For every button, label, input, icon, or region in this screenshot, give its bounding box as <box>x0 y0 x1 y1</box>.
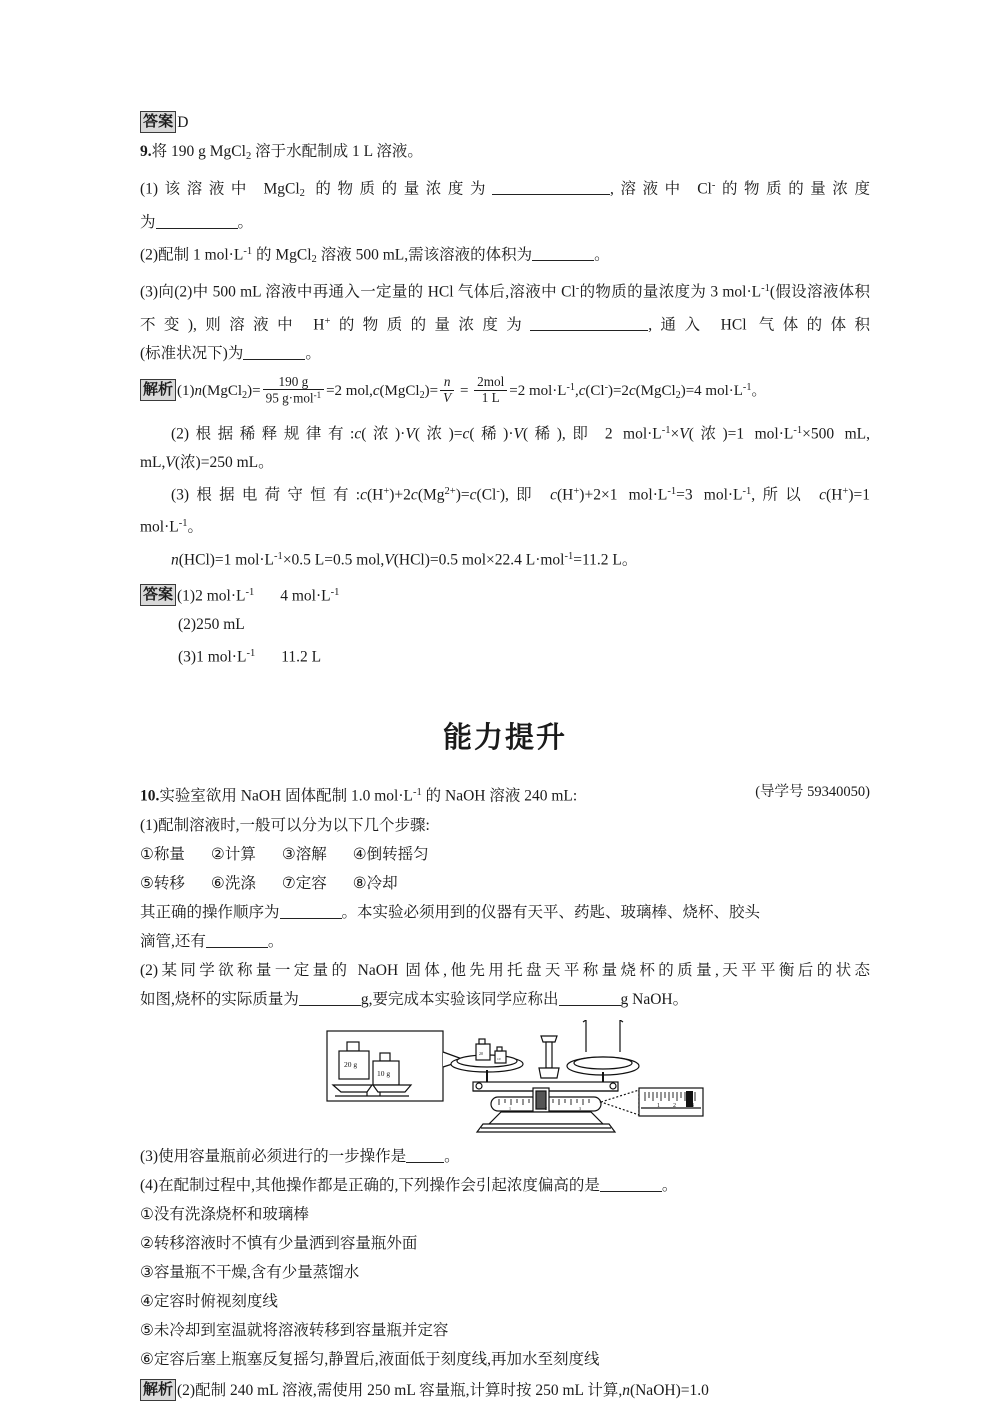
pan-weight-20g-handle <box>479 1039 485 1044</box>
q9-blank-2[interactable] <box>156 228 238 229</box>
callout-tray-right <box>373 1085 411 1092</box>
left-adjust-knob <box>476 1083 482 1089</box>
step-item-7 <box>282 875 327 892</box>
q9-number: 9. <box>140 143 152 160</box>
q9-answer-line1 <box>140 578 870 610</box>
q9-p2-d: 。 <box>594 246 610 264</box>
q9-p3-e: ,通入 HCl 气体的体积 <box>648 315 870 333</box>
beaker-walls <box>586 1020 620 1052</box>
q9-stem-post: 溶于水配制成 1 L 溶液。 <box>251 143 423 160</box>
an1-sup2: - <box>604 381 608 393</box>
frac1-den-sup: -1 <box>313 390 322 401</box>
an1-end: 。 <box>751 382 767 399</box>
an3-c2: c <box>410 486 418 504</box>
q9-stem <box>140 137 870 171</box>
option-label-2: 转移溶液时不慎有少量洒到容量瓶外面 <box>153 1234 418 1252</box>
step-mark-2: ② <box>210 844 225 863</box>
an3-d: (Mg <box>417 486 445 504</box>
an3-sup7: + <box>842 486 849 498</box>
an1-k: )=2 <box>607 382 629 399</box>
an3-sup1: + <box>383 486 390 498</box>
an3-n: 。 <box>187 518 204 536</box>
q9-p2-sub1: 2 <box>311 254 317 266</box>
an4-d: =11.2 L。 <box>573 550 638 568</box>
q9-part1-cont <box>140 208 870 237</box>
svg-text:2: 2 <box>545 1105 547 1111</box>
fraction-n-over-v <box>440 375 454 406</box>
q10-blank-flask-op[interactable] <box>406 1162 444 1163</box>
q9-ans1-b: 4 mol·L <box>280 587 331 605</box>
q9-analysis-line3: (3)根据电荷守恒有$:c(H^+)+2c(Mg^{2+})=c(Cl^-)$,即 c(H+)+2×1 $mol\cdot L^{-1}=3$ $mol\cdot L^{-1}$,所以 c(H+)=1 <box>171 486 870 504</box>
an2-e: (稀)· <box>469 425 514 443</box>
q9-analysis-line2 <box>140 416 870 448</box>
q9-analysis-line3-cont: $mol\cdot L^{-1}$。 <box>140 518 204 536</box>
q10-blank-order[interactable] <box>280 918 342 919</box>
an3-k: ,所以 <box>751 486 820 504</box>
an2-v1: V <box>405 425 415 443</box>
an1-eq: = <box>456 382 473 399</box>
q9-part3 <box>140 274 870 339</box>
an2-g: × <box>670 425 680 443</box>
balance-svg <box>305 1020 705 1138</box>
an2-a: (2)根据稀释规律有: <box>171 425 355 443</box>
balance-stand <box>489 1112 603 1124</box>
option-mark-2: ② <box>140 1233 154 1252</box>
an3-c5: c <box>819 486 827 504</box>
q10-steps-row-1 <box>140 840 870 869</box>
an1-c: )= <box>247 382 261 399</box>
option-label-3: 容量瓶不干燥,含有少量蒸馏水 <box>153 1263 360 1281</box>
q9-p3-sup3: + <box>324 315 331 327</box>
q10-number: 10. <box>140 787 160 805</box>
q10-p2-d: g NaOH。 <box>620 990 689 1008</box>
q9-blank-3[interactable] <box>532 260 594 261</box>
step-mark-7: ⑦ <box>281 873 296 892</box>
an3-sup2: 2+ <box>444 486 456 498</box>
weight-label-10g: 10 g <box>377 1068 391 1078</box>
q9-p3-f: (标准状况下)为 <box>140 344 244 362</box>
q9-p1-c: ,溶液中 Cl <box>610 180 712 198</box>
an1-e: (MgCl <box>379 382 420 399</box>
q10-p4-b: 。 <box>661 1176 678 1194</box>
step-label-4: 倒转摇匀 <box>366 845 429 863</box>
q9-p1-b: 的物质的量浓度为 <box>304 180 493 198</box>
q9-p3-d: 的物质的量浓度为 <box>330 315 531 333</box>
pan-weight-10g-handle <box>497 1047 502 1051</box>
option-mark-5: ⑤ <box>140 1320 154 1339</box>
option-label-6: 定容后塞上瓶塞反复摇匀,静置后,液面低于刻度线,再加水至刻度线 <box>153 1350 600 1368</box>
option-mark-4: ④ <box>140 1291 154 1310</box>
step-item-3 <box>282 846 327 863</box>
q9-part1 <box>140 171 870 208</box>
q10-p1t-b: 。本实验必须用到的仪器有天平、药匙、玻璃棒、烧杯、胶头 <box>341 903 761 921</box>
q10-p2-b: 如图,烧杯的实际质量为 <box>140 990 299 1008</box>
q9-ans1-sup2: -1 <box>330 586 340 598</box>
svg-text:3: 3 <box>579 1105 581 1111</box>
q10-an-a: (2)配制 240 mL 溶液,需使用 250 mL 容量瓶,计算时按 250 mL 计算, <box>177 1381 623 1399</box>
q10-blank-naoh-mass[interactable] <box>559 1005 621 1006</box>
q10-p1t-a: 其正确的操作顺序为 <box>140 903 280 921</box>
option-mark-6: ⑥ <box>140 1349 154 1368</box>
an2-c2: c <box>462 425 470 443</box>
option-label-1: 没有洗涤烧杯和玻璃棒 <box>153 1205 309 1223</box>
step-label-2: 计算 <box>224 845 256 863</box>
an1-g: =2 mol·L <box>509 382 567 399</box>
q9-p3-sup2: -1 <box>761 283 770 295</box>
option-mark-1: ① <box>140 1204 154 1223</box>
scale-tick-1: 1 <box>657 1102 660 1109</box>
q10-p2-a: (2)某同学欲称量一定量的 NaOH 固体,他先用托盘天平称量烧杯的质量,天平平衡后的状态 <box>140 961 870 979</box>
an1-b: (MgCl <box>202 382 243 399</box>
q9-ans1-a: (1)2 mol·L <box>177 587 246 605</box>
an2-v3: V <box>679 425 689 443</box>
fraction-2mol-over-1l <box>474 375 507 406</box>
q10-p4-a: (4)在配制过程中,其他操作都是正确的,下列操作会引起浓度偏高的是 <box>140 1176 600 1194</box>
q9-p3-g: 。 <box>305 344 321 362</box>
q9-analysis-line2-cont: mL,V(浓)=250 mL。 <box>140 454 274 472</box>
q10-analysis <box>140 1376 870 1405</box>
right-pan-inner <box>574 1057 632 1069</box>
q10-an-b: (NaOH)=1.0 <box>629 1381 709 1399</box>
frac1-den-text: 95 g·mol <box>265 390 314 406</box>
q10-part2-cont <box>140 985 870 1014</box>
q9-blank-1[interactable] <box>492 194 610 195</box>
q10-option-6 <box>140 1345 870 1374</box>
option-label-4: 定容时俯视刻度线 <box>153 1292 278 1310</box>
q10-p1t-d: 。 <box>267 932 284 950</box>
frac2-denominator: V <box>440 390 454 406</box>
an3-sup8: -1 <box>178 518 188 530</box>
an3-sup6: -1 <box>742 486 752 498</box>
q10-option-5 <box>140 1316 870 1345</box>
step-mark-5: ⑤ <box>140 873 154 892</box>
weight-label-20g: 20 g <box>344 1059 358 1069</box>
an3-j: =3 mol·L <box>676 486 743 504</box>
answer-tag-q9: 答案 <box>140 584 176 606</box>
analysis-tag-q10: 解析 <box>140 1379 176 1401</box>
an1-m: (MgCl <box>635 382 676 399</box>
q9-blank-5[interactable] <box>243 359 305 360</box>
an3-c4: c <box>550 486 557 504</box>
an1-d: =2 mol, <box>326 382 373 399</box>
an1-j: (Cl <box>585 382 605 399</box>
an1-sup3: -1 <box>742 381 752 393</box>
an1-i: c <box>578 382 586 399</box>
an2-sup1: -1 <box>661 424 671 436</box>
an2-i: ×500 mL, <box>802 425 870 443</box>
an1-h: , <box>574 382 579 399</box>
q9-p2-a: (2)配制 1 mol·L <box>140 246 244 264</box>
q9-stem-pre: 将 190 g MgCl <box>151 143 246 160</box>
q9-p3-c: (假设溶液体积不变),则溶液中 H <box>140 283 870 333</box>
pan-weight-label-10: 10 <box>497 1056 501 1061</box>
analysis-tag: 解析 <box>140 379 176 401</box>
an3-l: (H <box>826 486 843 504</box>
an3-g: ),即 <box>499 486 551 504</box>
callout-tray-left <box>333 1085 372 1092</box>
step-label-8: 冷却 <box>366 874 398 892</box>
an3-e: )= <box>455 486 470 504</box>
an2-sup2: -1 <box>793 424 803 436</box>
option-mark-3: ③ <box>140 1262 154 1281</box>
beaker-spout <box>583 1020 623 1022</box>
an3-a: (3)根据电荷守恒有: <box>171 486 361 504</box>
q10-steps-row-2 <box>140 869 870 898</box>
q9-p1-a: (1)该溶液中 MgCl <box>140 180 300 198</box>
q10-stem-a: 实验室欲用 NaOH 固体配制 1.0 mol·L <box>159 787 413 805</box>
frac2-numerator: n <box>443 374 451 390</box>
q10-part1-tail2 <box>140 927 870 956</box>
an2-b: (浓)· <box>361 425 406 443</box>
an1-n2: )=4 mol·L <box>680 382 743 399</box>
q9-ans3-a: (3)1 mol·L <box>178 648 247 666</box>
step-item-1 <box>140 846 185 863</box>
q9-p1-f: 。 <box>237 214 254 232</box>
q10-option-1 <box>140 1200 870 1229</box>
an3-sup4: + <box>573 486 580 498</box>
q9-part2 <box>140 237 870 274</box>
q9-answer-line2 <box>140 610 870 639</box>
q9-p1-sub1: 2 <box>299 188 305 200</box>
an3-sup3: - <box>496 486 500 498</box>
an2-j: (浓)=250 mL。 <box>174 454 274 472</box>
an1-sub1: 2 <box>242 389 248 401</box>
q9-p3-sup1: - <box>575 283 580 295</box>
an1-f: )= <box>424 382 439 399</box>
q9-analysis-line4 <box>140 542 870 574</box>
q10-part2 <box>140 956 870 985</box>
q10-p3-b: 。 <box>444 1147 460 1165</box>
scale-tick-2: 2 <box>673 1102 676 1109</box>
q9-p3-a: (3)向(2)中 500 mL 溶液中再通入一定量的 HCl 气体后,溶液中 Cl <box>140 283 576 301</box>
scale-callout-pointer <box>601 1090 639 1115</box>
q10-an-n: n <box>622 1381 630 1399</box>
an1-n-sym: n <box>194 382 203 399</box>
step-mark-4: ④ <box>352 844 367 863</box>
q9-part3-cont <box>140 339 870 368</box>
q9-analysis-line1 <box>140 368 870 416</box>
q9-stem-sub: 2 <box>245 150 252 162</box>
frac1-numerator: 190 g <box>278 373 309 389</box>
q10-p2-c: g,要完成本实验该同学应称出 <box>360 990 559 1008</box>
step-item-8 <box>353 875 398 892</box>
right-adjust-knob <box>610 1083 616 1089</box>
q10-option-4 <box>140 1287 870 1316</box>
q10-part1: (1)配制溶液时,一般可以分为以下几个步骤: <box>140 816 430 834</box>
an2-v4: V <box>165 454 175 472</box>
an1-sub3: 2 <box>675 389 681 401</box>
column-base <box>539 1068 559 1078</box>
an2-c1: c <box>354 425 362 443</box>
an4-sup2: -1 <box>564 550 574 562</box>
weight-20g-handle <box>347 1042 359 1051</box>
q10-part4 <box>140 1171 870 1200</box>
an4-n: n <box>171 550 179 568</box>
an1-sub2: 2 <box>419 389 425 401</box>
balance-column <box>546 1042 552 1068</box>
an1-a: (1) <box>177 382 195 399</box>
q9-ans2: (2)250 mL <box>178 616 245 634</box>
an4-c: (HCl)=0.5 mol×22.4 L·mol <box>393 550 565 568</box>
step-label-1: 称量 <box>153 845 185 863</box>
section-heading-ability: 能力提升 <box>442 720 567 755</box>
q10-blank-high-conc[interactable] <box>600 1191 662 1192</box>
an3-h: (H <box>556 486 574 504</box>
step-item-2 <box>211 846 256 863</box>
q9-p1-e: 为 <box>140 214 156 232</box>
svg-text:1: 1 <box>509 1105 511 1111</box>
step-label-7: 定容 <box>295 874 327 892</box>
step-label-6: 洗涤 <box>224 874 256 892</box>
weight-10g-handle <box>380 1053 390 1061</box>
q8-answer-line <box>140 108 870 137</box>
answer-tag: 答案 <box>140 111 176 133</box>
q9-answer-line3 <box>140 639 870 671</box>
q9-p2-sup1: -1 <box>243 246 253 258</box>
an4-b: ×0.5 L=0.5 mol, <box>282 550 385 568</box>
an1-sup1: -1 <box>566 381 575 393</box>
q10-stem-b: 的 NaOH 溶液 240 mL: <box>421 787 578 805</box>
an2-f: (稀),即 2 mol·L <box>522 425 662 443</box>
q10-part1-tail <box>140 898 870 927</box>
q9-ans3-b: 11.2 L <box>281 648 322 666</box>
an3-sup5: -1 <box>667 486 677 498</box>
step-label-3: 溶解 <box>295 845 327 863</box>
q9-p1-d: 的物质的量浓度 <box>715 180 870 198</box>
an3-c: )+2 <box>389 486 411 504</box>
an1-c2: c <box>372 382 380 399</box>
step-item-4 <box>353 846 429 863</box>
an4-v: V <box>384 550 394 568</box>
step-mark-6: ⑥ <box>210 873 225 892</box>
q10-part3 <box>140 1142 870 1171</box>
tray-balance-figure <box>140 1020 870 1138</box>
step-mark-3: ③ <box>281 844 296 863</box>
an3-f: (Cl <box>476 486 497 504</box>
q10-p1t-c: 滴管,还有 <box>140 932 206 950</box>
q9-blank-4[interactable] <box>530 330 648 331</box>
q10-stem <box>140 778 870 810</box>
an2-h: (浓)=1 mol·L <box>688 425 794 443</box>
an3-c1: c <box>360 486 367 504</box>
q9-p2-b: 的 MgCl <box>252 246 312 264</box>
q10-option-2 <box>140 1229 870 1258</box>
an3-b: (H <box>366 486 384 504</box>
q10-blank-instrument[interactable] <box>206 947 268 948</box>
step-item-5 <box>140 875 185 892</box>
an1-l: c <box>628 382 636 399</box>
scale-tick-3: 3 <box>691 1102 694 1109</box>
balance-knob <box>541 1036 557 1042</box>
step-label-5: 转移 <box>153 874 185 892</box>
q10-ref-code: (导学号 59340050) <box>755 784 870 801</box>
option-label-5: 未冷却到室温就将溶液转移到容量瓶并定容 <box>153 1321 449 1339</box>
frac1-denominator <box>263 389 324 406</box>
q10-option-3 <box>140 1258 870 1287</box>
q10-blank-beaker-mass[interactable] <box>299 1005 361 1006</box>
frac3-numerator: 2mol <box>477 374 505 390</box>
step-mark-1: ① <box>140 844 154 863</box>
fraction-190g-over-95 <box>263 375 324 407</box>
q9-p3-b: 的物质的量浓度为 3 mol·L <box>579 283 762 301</box>
frac3-denominator: 1 L <box>474 390 507 406</box>
q9-ans3-sup1: -1 <box>246 648 256 660</box>
step-item-6 <box>211 875 256 892</box>
an2-v2: V <box>513 425 523 443</box>
an4-a: (HCl)=1 mol·L <box>178 550 275 568</box>
q10-stem-sup: -1 <box>412 787 422 799</box>
an4-sup1: -1 <box>274 550 283 562</box>
an3-i: )+2×1 mol·L <box>579 486 668 504</box>
q9-p1-sup1: - <box>711 179 716 191</box>
q9-p2-c: 溶液 500 mL,需该溶液的体积为 <box>316 246 533 264</box>
an2-d: (浓)= <box>414 425 463 443</box>
an3-c3: c <box>469 486 477 504</box>
q9-ans1-sup1: -1 <box>245 586 255 598</box>
step-mark-8: ⑧ <box>352 873 367 892</box>
q8-answer-value: D <box>177 114 189 131</box>
pan-weight-label-20: 20 <box>479 1050 483 1056</box>
q10-p3-a: (3)使用容量瓶前必须进行的一步操作是 <box>140 1147 407 1165</box>
